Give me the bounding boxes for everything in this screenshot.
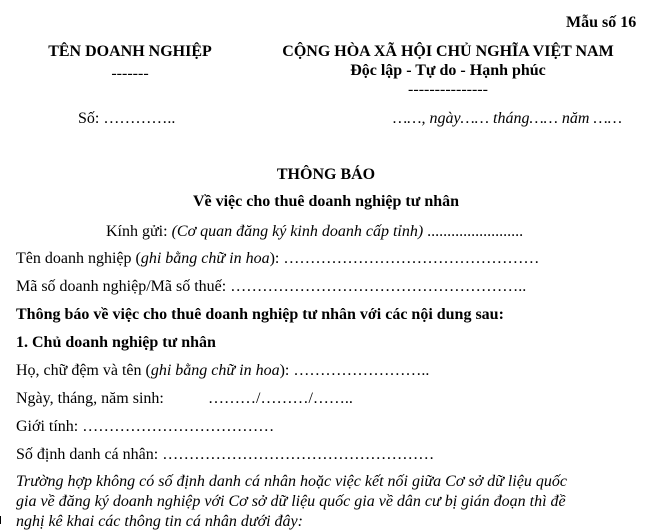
recipient-line (106, 223, 523, 241)
tax-code-field: Mã số doanh nghiệp/Mã số thuế: ……………………………………………….. (16, 278, 527, 295)
field-label: Tên doanh nghiệp ( (16, 250, 141, 267)
form-code: Mẫu số 16 (566, 14, 637, 31)
note-line-1: Trường hợp không có số định danh cá nhân hoặc việc kết nối giữa Cơ sở dữ liệu quốc (16, 473, 567, 490)
owner-gender-field: Giới tính: ……………………………… (16, 418, 275, 435)
owner-fullname-field (16, 362, 429, 380)
document-title: THÔNG BÁO (276, 166, 376, 183)
field-hint: ghi bằng chữ in hoa (150, 362, 280, 379)
document-subtitle: Về việc cho thuê doanh nghiệp tư nhân (192, 193, 460, 210)
enterprise-name-label: TÊN DOANH NGHIỆP (48, 43, 212, 60)
recipient-label: Kính gửi: (106, 223, 172, 240)
owner-id-number-field: Số định danh cá nhân: …………………………………………… (16, 446, 435, 463)
field-dots: ): …………………….. (279, 362, 430, 379)
recipient-dots: ........................ (423, 223, 524, 240)
enterprise-name-field (16, 250, 539, 268)
republic-motto: Độc lập - Tự do - Hạnh phúc (350, 62, 546, 79)
owner-dob-value: ………/………/…….. (208, 390, 353, 407)
enterprise-divider: ------- (111, 65, 149, 82)
republic-divider: --------------- (408, 81, 488, 98)
owner-dob-label: Ngày, tháng, năm sinh: (16, 390, 164, 407)
republic-name: CỘNG HÒA XÃ HỘI CHỦ NGHĨA VIỆT NAM (282, 43, 614, 60)
field-hint: ghi bằng chữ in hoa (140, 250, 270, 267)
page-edge-marker (0, 516, 7, 524)
notice-heading: Thông báo về việc cho thuê doanh nghiệp tư nhân với các nội dung sau: (16, 306, 504, 323)
document-date: ……, ngày…… tháng…… năm …… (393, 110, 622, 127)
field-dots: ): ………………………………………… (269, 250, 540, 267)
note-line-2: gia về đăng ký doanh nghiệp với Cơ sở dữ liệu quốc gia về dân cư bị gián đoạn thì đề (16, 493, 566, 510)
field-label: Họ, chữ đệm và tên ( (16, 362, 151, 379)
document-number: Số: ………….. (78, 110, 176, 127)
note-line-3: nghị kê khai các thông tin cá nhân dưới đây: (16, 513, 303, 530)
section1-heading: 1. Chủ doanh nghiệp tư nhân (16, 334, 216, 351)
recipient-hint: (Cơ quan đăng ký kinh doanh cấp tỉnh) (171, 223, 424, 240)
